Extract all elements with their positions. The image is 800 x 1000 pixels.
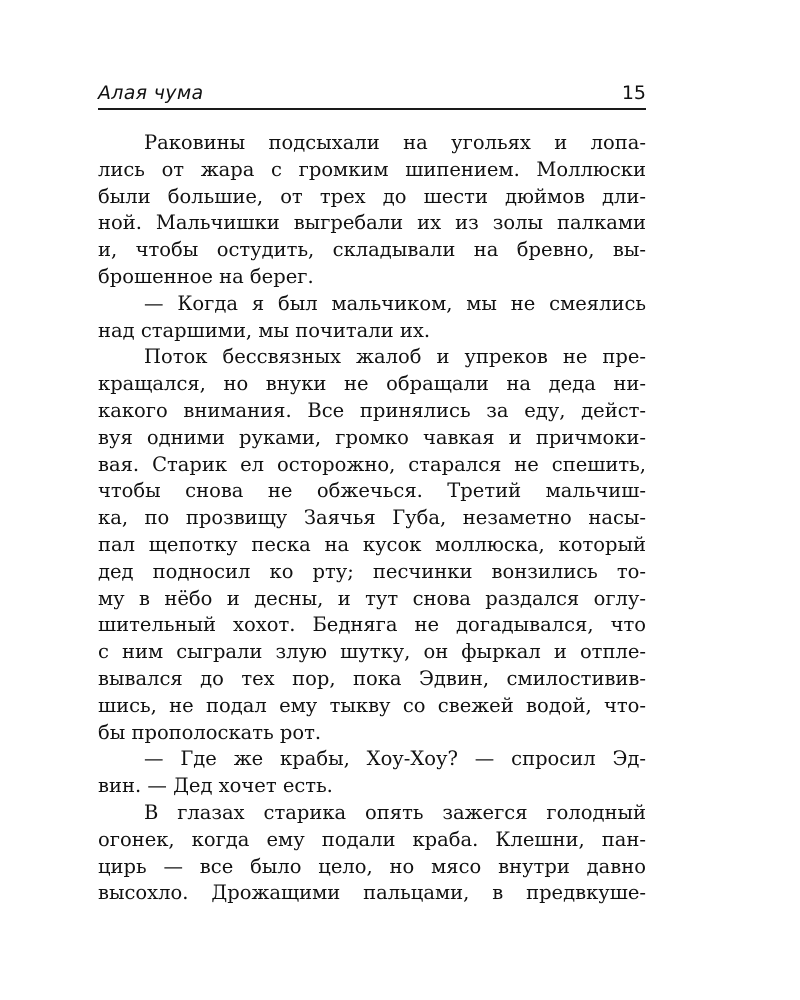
text-line: вая. Старик ел осторожно, старался не спешить, xyxy=(98,452,646,476)
text-line: и, чтобы остудить, складывали на бревно, вы- xyxy=(98,238,646,262)
page-number: 15 xyxy=(621,82,646,104)
text-line: брошенное на берег. xyxy=(98,264,314,288)
text-line: ка, по прозвищу Заячья Губа, незаметно насы- xyxy=(98,506,646,530)
text-line: В глазах старика опять зажегся голодный xyxy=(144,800,646,824)
text-line: чтобы снова не обжечься. Третий мальчиш- xyxy=(98,479,646,503)
text-line: пал щепотку песка на кусок моллюска, который xyxy=(98,532,646,556)
text-line: какого внимания. Все принялись за еду, дейст- xyxy=(98,398,646,422)
text-line: были большие, от трех до шести дюймов дли- xyxy=(98,184,646,208)
text-line: — Где же крабы, Хоу-Хоу? — спросил Эд- xyxy=(144,747,646,771)
text-line: Раковины подсыхали на угольях и лопа- xyxy=(144,131,646,154)
text-line: вуя одними руками, громко чавкая и причмоки- xyxy=(98,425,646,449)
text-line: — Когда я был мальчиком, мы не смеялись xyxy=(144,291,646,315)
text-line: Поток бессвязных жалоб и упреков не пре- xyxy=(144,345,646,369)
text-line: шительный хохот. Бедняга не догадывался, что xyxy=(98,613,646,637)
text-line: бы прополоскать рот. xyxy=(98,720,322,744)
text-line: над старшими, мы почитали их. xyxy=(98,318,431,342)
text-line: шись, не подал ему тыкву со свежей водой, что- xyxy=(98,693,646,717)
text-line: ной. Мальчишки выгребали их из золы палками xyxy=(98,211,646,235)
running-title: Алая чума xyxy=(98,82,204,104)
text-line: дед подносил ко рту; песчинки вонзились то- xyxy=(98,559,646,583)
body-text xyxy=(98,130,646,907)
text-line: огонек, когда ему подали краба. Клешни, пан- xyxy=(98,827,646,851)
text-line: цирь — все было цело, но мясо внутри давно xyxy=(98,854,646,878)
text-line: с ним сыграли злую шутку, он фыркал и отпле- xyxy=(98,640,646,664)
text-line: высохло. Дрожащими пальцами, в предвкуше- xyxy=(98,881,646,905)
text-line: вин. — Дед хочет есть. xyxy=(98,774,333,798)
running-header xyxy=(98,78,646,110)
text-line: кращался, но внуки не обращали на деда ни- xyxy=(98,372,646,396)
text-line: лись от жара с громким шипением. Моллюски xyxy=(98,157,646,181)
text-line: му в нёбо и десны, и тут снова раздался оглу- xyxy=(98,586,646,610)
text-line: вывался до тех пор, пока Эдвин, смилостивив- xyxy=(98,666,646,690)
